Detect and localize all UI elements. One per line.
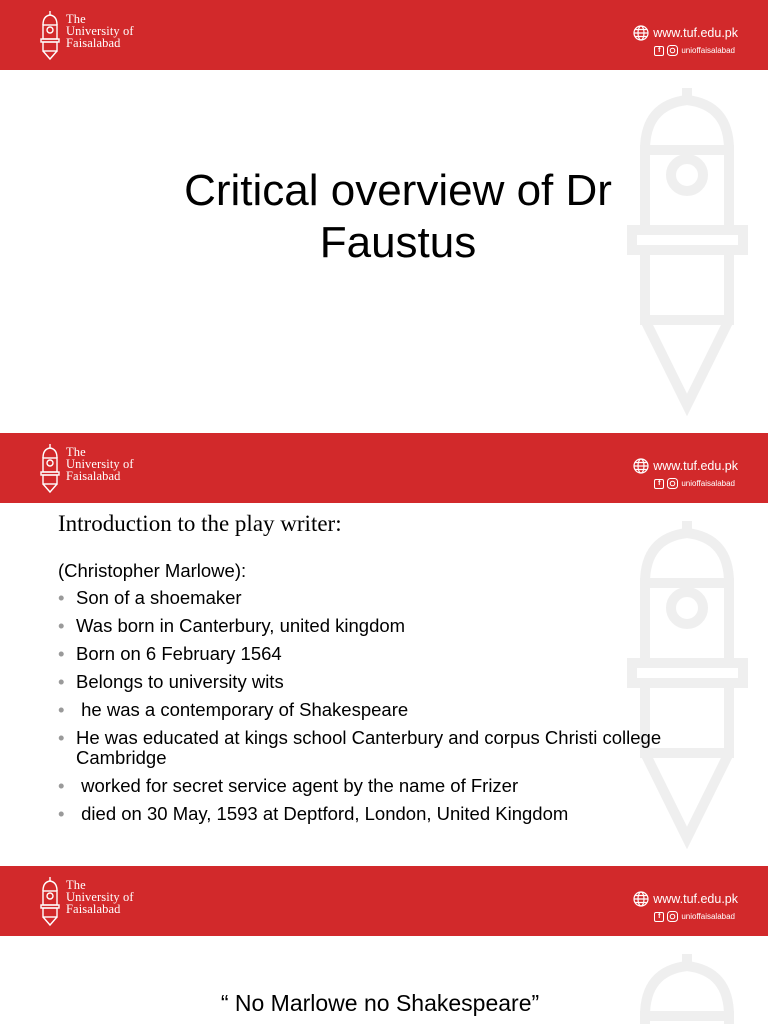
- globe-icon: [633, 25, 649, 41]
- slide-title: [0, 0, 768, 432]
- intro-heading: Introduction to the play writer:: [58, 511, 342, 536]
- slide-title-text: Critical overview of Dr Faustus: [184, 166, 612, 267]
- list-item: • worked for secret service agent by the name of Frizer: [58, 776, 718, 796]
- social-links: f unioffaisalabad: [654, 478, 735, 489]
- quote-text: “ No Marlowe no Shakespeare”: [220, 990, 540, 1016]
- globe-icon: [633, 891, 649, 907]
- list-item: • Belongs to university wits: [58, 672, 718, 692]
- tower-logo-icon: [38, 9, 62, 61]
- social-links: f unioffaisalabad: [654, 45, 735, 56]
- slide-quote: [0, 866, 768, 1024]
- slide-header: [0, 0, 768, 70]
- list-item: • Was born in Canterbury, united kingdom: [58, 616, 718, 636]
- tower-logo-icon: [38, 442, 62, 494]
- facebook-icon[interactable]: f: [654, 479, 664, 489]
- list-item: • he was a contemporary of Shakespeare: [58, 700, 718, 720]
- slide-header: [0, 433, 768, 503]
- globe-icon: [633, 458, 649, 474]
- instagram-icon[interactable]: [667, 45, 678, 56]
- tower-logo-icon: [38, 875, 62, 927]
- facebook-icon[interactable]: f: [654, 912, 664, 922]
- bullet-list: [58, 588, 718, 832]
- list-item: • Born on 6 February 1564: [58, 644, 718, 664]
- social-links: f unioffaisalabad: [654, 911, 735, 922]
- instagram-icon[interactable]: [667, 478, 678, 489]
- slide-introduction: [0, 433, 768, 865]
- intro-subheading: (Christopher Marlowe):: [58, 560, 247, 581]
- slide-header: [0, 866, 768, 936]
- website-link[interactable]: www.tuf.edu.pk: [633, 25, 738, 41]
- list-item: • died on 30 May, 1593 at Deptford, London, United Kingdom: [58, 804, 718, 824]
- instagram-icon[interactable]: [667, 911, 678, 922]
- list-item: • He was educated at kings school Canterbury and corpus Christi college Cambridge: [58, 728, 718, 768]
- list-item: • Son of a shoemaker: [58, 588, 718, 608]
- website-link[interactable]: www.tuf.edu.pk: [633, 891, 738, 907]
- website-link[interactable]: www.tuf.edu.pk: [633, 458, 738, 474]
- university-logo: The University of Faisalabad: [38, 9, 148, 63]
- facebook-icon[interactable]: f: [654, 46, 664, 56]
- university-logo: The University of Faisalabad: [38, 442, 148, 496]
- university-logo: The University of Faisalabad: [38, 875, 148, 929]
